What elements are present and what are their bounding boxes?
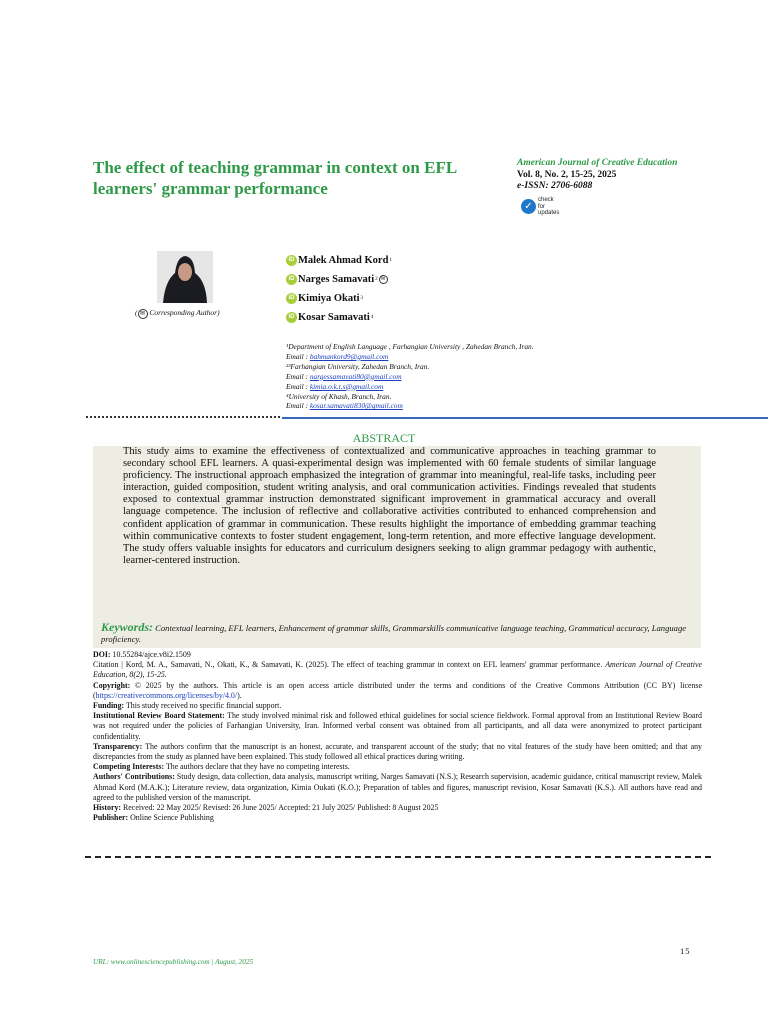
corresponding-note: ( ✉ Corresponding Author) [135, 308, 220, 317]
history-line: History: Received: 22 May 2025/ Revised: 26 June 2025/ Accepted: 21 July 2025/ Published: 8 August 2025 [93, 803, 439, 813]
corresponding-mail-icon: ✉ [379, 275, 388, 284]
email-link[interactable]: bahmankord9@gmail.com [309, 351, 389, 361]
check-updates-badge[interactable] [521, 197, 560, 217]
affiliation-1: ¹Department of English Language , Farhangian University , Zahedan Branch, Iran. [286, 342, 534, 351]
abstract-heading: ABSTRACT [352, 431, 416, 445]
doi-value[interactable]: 10.55284/ajce.v8i2.1509 [112, 650, 191, 659]
page-number: 15 [680, 946, 691, 956]
issn-line: e-ISSN: 2706-6088 [517, 181, 593, 191]
journal-info [517, 158, 747, 193]
separator-line [282, 417, 768, 419]
citation-line: Citation | Kord, M. A., Samavati, N., Okati, K., & Samavati, K. (2025). The effect of teaching grammar in context on EFL learners' grammar performance. American Journal of Creative Education, 8(2), 15-25. [93, 660, 703, 680]
contributions-line: Authors' Contributions: Study design, data collection, data analysis, manuscript writing, Narges Samavati (N.S.); Research supervision, academic guidance, critical manuscript review, Malek Ahmad Kord (M.A.K.); Literature review, data organization, Kimia Oukati (K.O.); Preparation of tables and figures, manuscript revision, Kosar Samavati (K.S.). All authors have read and agreed to the published version of the manuscript. [93, 772, 702, 802]
abstract-text: This study aims to examine the effectiveness of contextualized and communicative approaches in teaching grammar to secondary school EFL learners. A quasi-experimental design was implemented with 60 female students of similar language proficiency. The instructional approach emphasized the integration of grammar into meaningful, real-life tasks, including peer interaction, guided composition, student writing analysis, and oral communication activities. Findings revealed that students exposed to contextual grammar instruction demonstrated significant improvement in grammatical accuracy and overall language competence. The inclusion of reflective and collaborative activities contributed to enhanced comprehension and confident application of grammar in communication. These results highlight the importance of embedding grammar teaching within communicative contexts to foster student engagement, long-term retention, and more effective language development. The study offers valuable insights for educators and curriculum designers seeking to align grammar pedagogy with authentic, learner-centered instruction. [123, 446, 656, 566]
orcid-icon[interactable]: iD [286, 293, 297, 304]
email-line-1: Email : bahmankord9@gmail.com [286, 351, 389, 361]
author-portrait-image [157, 251, 213, 303]
author-3 [286, 289, 392, 308]
footer-url[interactable]: www.onlinesciencepublishing.com [110, 958, 210, 966]
paper-title: The effect of teaching grammar in context on EFL learners' grammar performance [93, 158, 457, 198]
author-4 [286, 308, 392, 327]
author-affil-sup: 4 [370, 315, 374, 320]
journal-name[interactable]: American Journal of Creative Education [517, 158, 678, 168]
affiliation-2: ²³Farhangian University, Zahedan Branch, Iran. [286, 361, 430, 371]
corresponding-label: Corresponding Author [149, 308, 218, 317]
doi-line: DOI: 10.55284/ajce.v8i2.1509 [93, 650, 191, 659]
author-affil-sup: 3 [360, 296, 364, 301]
orcid-icon[interactable]: iD [286, 274, 297, 285]
page-footer: URL: www.onlinesciencepublishing.com | August, 2025 [93, 958, 254, 966]
author-photo [157, 251, 213, 303]
keywords [101, 622, 701, 645]
irb-line: Institutional Review Board Statement: The study involved minimal risk and followed ethical guidelines for social science fieldwork. Formal approval from an Institutional Review Board was not required under the policies of Farhangian University, Iran. Informed verbal consent was obtained from all participants, and all data were anonymized to protect participant confidentiality. [93, 711, 702, 741]
email-link[interactable]: kimia.o.k.t.s@gmail.com [309, 381, 384, 391]
orcid-icon[interactable]: iD [286, 255, 297, 266]
email-line-4: Email : kosar.samavati830@gmail.com [286, 401, 403, 411]
license-link[interactable]: https://creativecommons.org/licenses/by/4.0/ [95, 690, 238, 700]
author-name[interactable]: Narges Samavati [298, 274, 375, 285]
email-link[interactable]: kosar.samavati830@gmail.com [309, 401, 403, 411]
check-updates-label: check for updates [538, 197, 560, 216]
volume-line: Vol. 8, No. 2, 15-25, 2025 [517, 169, 617, 180]
mail-icon: ✉ [138, 309, 148, 319]
copyright-line: Copyright: © 2025 by the authors. This article is an open access article distributed under the terms and conditions of the Creative Commons Attribution (CC BY) license (https://creativecommons.org/licenses/by/4.0/). [93, 680, 702, 700]
author-1 [286, 251, 392, 270]
author-name[interactable]: Kosar Samavati [298, 312, 370, 323]
funding-line: Funding: This study received no specific financial support. [93, 701, 282, 711]
keywords-text: Contextual learning, EFL learners, Enhancement of grammar skills, Grammarskills communicative language teaching, Grammatical accuracy, Language proficiency. [101, 623, 687, 644]
author-name[interactable]: Kimiya Okati [298, 293, 360, 304]
author-affil-sup: 2 [375, 277, 378, 282]
competing-line: Competing Interests: The authors declare that they have no competing interests. [93, 762, 350, 772]
email-link[interactable]: nargessamavati80@gmail.com [309, 371, 402, 381]
transparency-line: Transparency: The authors confirm that the manuscript is an honest, accurate, and transparent account of the study; that no vital features of the study have been omitted; and that any discrepancies from the study as planned have been explained. This study followed all ethical practices during writing. [93, 741, 702, 762]
author-name[interactable]: Malek Ahmad Kord [298, 255, 389, 266]
separator-dots [86, 416, 280, 418]
author-2 [286, 270, 392, 289]
author-list [286, 251, 392, 327]
affiliation-4: ⁴University of Khash, Branch, Iran. [286, 391, 392, 401]
email-line-2: Email : nargessamavati80@gmail.com [286, 371, 402, 381]
affiliations [286, 342, 534, 411]
publisher-line: Publisher: Online Science Publishing [93, 813, 214, 823]
bottom-separator [85, 856, 711, 858]
check-updates-icon: ✓ [521, 199, 536, 214]
author-affil-sup: 1 [389, 258, 392, 263]
orcid-icon[interactable]: iD [286, 312, 297, 323]
footer-date: | August, 2025 [211, 958, 254, 966]
keywords-label: Keywords: [101, 620, 153, 634]
article-metadata [93, 650, 702, 823]
email-line-3: Email : kimia.o.k.t.s@gmail.com [286, 381, 384, 391]
